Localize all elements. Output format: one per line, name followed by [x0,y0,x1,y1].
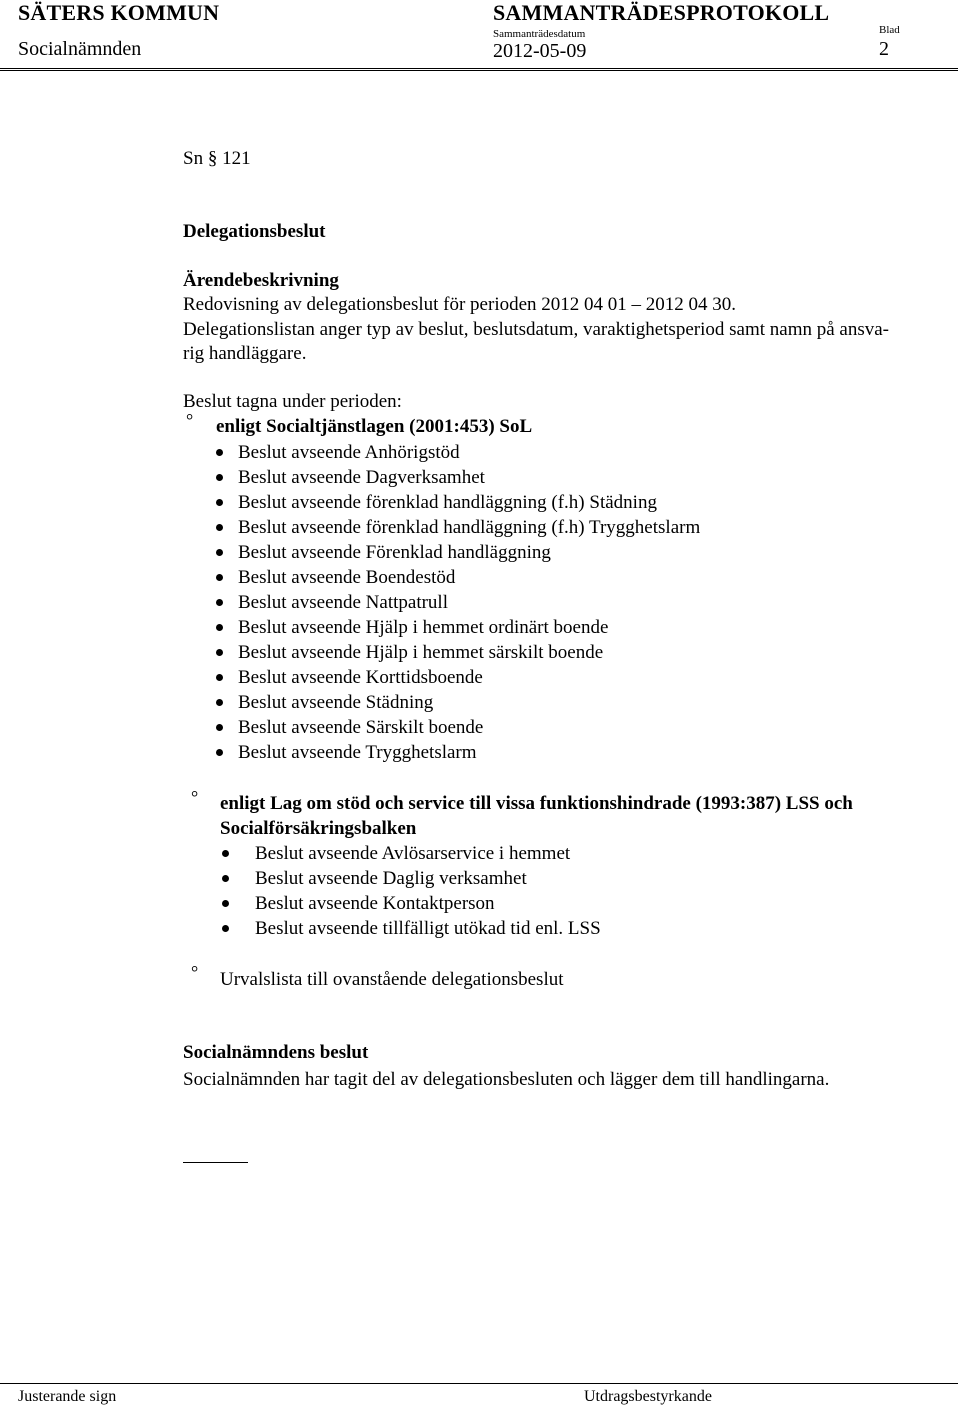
bullet-icon [216,499,223,506]
bullet-icon [216,724,223,731]
committee-name: Socialnämnden [18,38,142,60]
org-name: SÄTERS KOMMUN [18,0,220,25]
page-label: Blad [879,24,900,36]
group-heading-lss-line-1: enligt Lag om stöd och service till vissa funktionshindrade (1993:387) LSS och [220,793,853,814]
signature-rule [183,1162,248,1163]
bullet-icon [216,674,223,681]
bullet-icon [222,925,229,932]
bullet-icon [222,900,229,907]
section-id: Sn § 121 [183,148,251,169]
bullet-icon [222,850,229,857]
bullet-icon [216,624,223,631]
bullet-icon [216,474,223,481]
group-heading-sol: enligt Socialtjänstlagen (2001:453) SoL [216,416,533,437]
date-label: Sammanträdesdatum [493,28,586,40]
degree-bullet-icon: ° [191,787,199,807]
meeting-date: 2012-05-09 [493,40,587,62]
header-rule-double [0,70,958,71]
footer-rule [0,1383,958,1384]
description-line-2: Delegationslistan anger typ av beslut, beslutsdatum, varaktighetsperiod samt namn på ansva- [183,319,889,340]
header-rule [0,68,958,69]
description-line-1: Redovisning av delegationsbeslut för perioden 2012 04 01 – 2012 04 30. [183,294,737,315]
bullet-icon [216,699,223,706]
page-title: Delegationsbeslut [183,221,326,242]
degree-bullet-icon: ° [186,410,194,430]
decision-heading: Socialnämndens beslut [183,1042,369,1063]
bullet-icon [216,574,223,581]
bullet-icon [216,599,223,606]
page-number: 2 [879,38,889,60]
description-heading: Ärendebeskrivning [183,270,339,291]
selection-list-heading: Urvalslista till ovanstående delegationsbeslut [220,969,564,990]
bullet-icon [216,449,223,456]
description-line-3: rig handläggare. [183,343,307,364]
degree-bullet-icon: ° [191,962,199,982]
group-heading-lss-line-2: Socialförsäkringsbalken [220,818,417,839]
bullet-icon [216,524,223,531]
bullet-icon [216,549,223,556]
bullet-icon [216,649,223,656]
footer-utdragsbestyrkande: Utdragsbestyrkande [584,1388,712,1405]
decision-text: Socialnämnden har tagit del av delegationsbesluten och lägger dem till handlingarna. [183,1069,830,1090]
period-intro: Beslut tagna under perioden: [183,391,402,412]
document-type: SAMMANTRÄDESPROTOKOLL [493,0,830,25]
bullet-icon [216,749,223,756]
footer-justerande-sign: Justerande sign [18,1388,117,1405]
bullet-icon [222,875,229,882]
